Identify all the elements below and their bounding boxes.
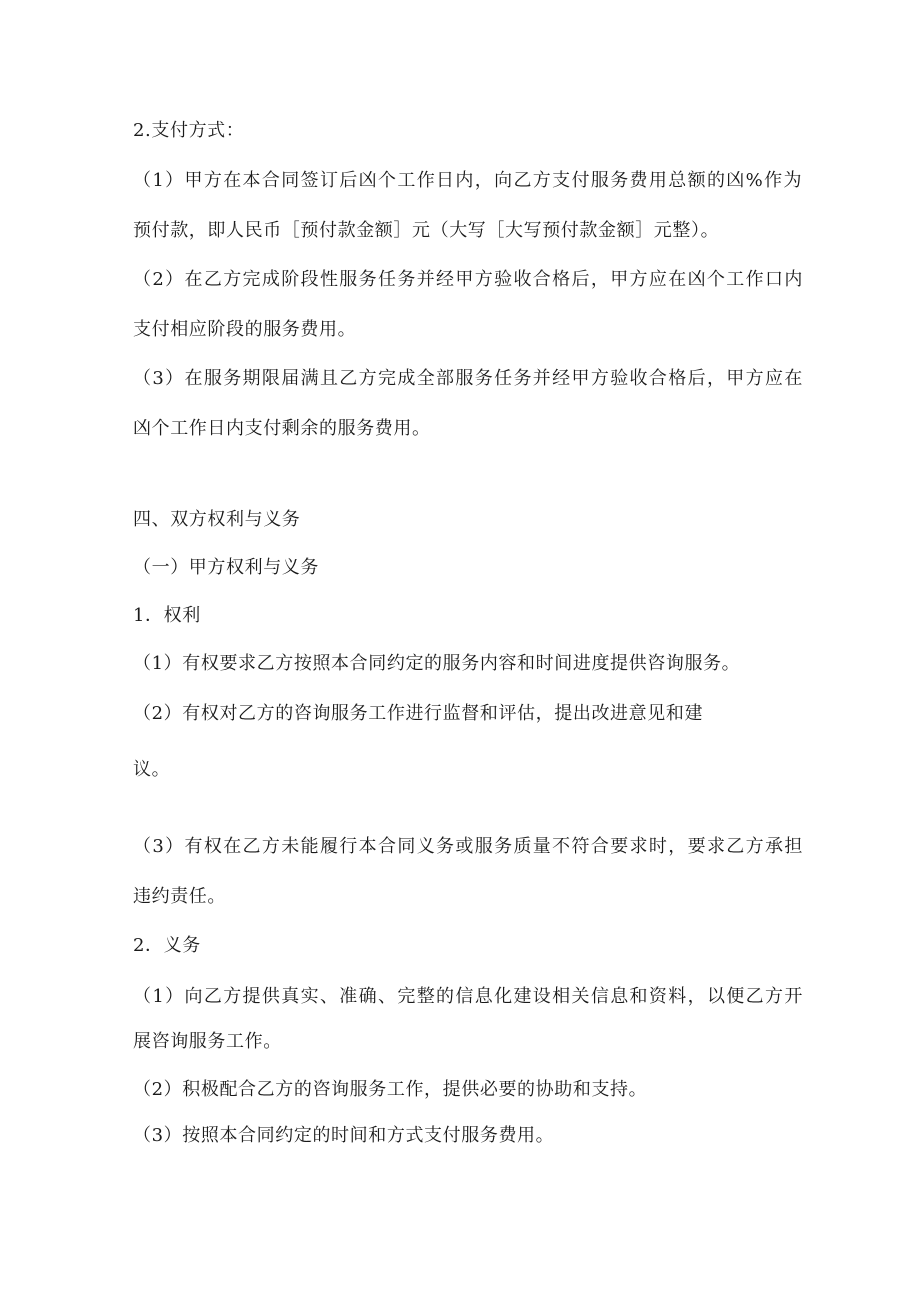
rights-clause-2-line-2: 议。: [133, 759, 171, 780]
rights-clause-1: （1）有权要求乙方按照本合同约定的服务内容和时间进度提供咨询服务。: [133, 653, 741, 674]
obligations-clause-3: （3）按照本合同约定的时间和方式支付服务费用。: [133, 1125, 555, 1146]
payment-clause-3-line-2: 凶个工作日内支付剩余的服务费用。: [133, 418, 431, 439]
rights-clause-2-line-1: （2）有权对乙方的咨询服务工作进行监督和评估，提出改进意见和建: [133, 703, 704, 724]
payment-clause-3-line-1: （3）在服务期限届满且乙方完成全部服务任务并经甲方验收合格后，甲方应在: [133, 368, 804, 389]
rights-clause-3-line-1: （3）有权在乙方未能履行本合同义务或服务质量不符合要求时，要求乙方承担: [133, 836, 804, 857]
payment-clause-2-line-2: 支付相应阶段的服务费用。: [133, 319, 357, 340]
obligations-clause-1-line-1: （1）向乙方提供真实、准确、完整的信息化建设相关信息和资料，以便乙方开: [133, 986, 804, 1007]
payment-clause-2-line-1: （2）在乙方完成阶段性服务任务并经甲方验收合格后，甲方应在凶个工作口内: [133, 269, 804, 290]
payment-clause-1-line-1: （1）甲方在本合同签订后凶个工作日内，向乙方支付服务费用总额的凶%作为: [133, 170, 803, 191]
payment-clause-1-line-2: 预付款，即人民币［预付款金额］元（大写［大写预付款金额］元整）。: [133, 220, 720, 241]
obligations-clause-1-line-2: 展咨询服务工作。: [133, 1031, 282, 1052]
party-a-heading: （一）甲方权利与义务: [133, 557, 319, 578]
section-four-heading: 四、双方权利与义务: [133, 509, 301, 530]
payment-method-heading: 2.支付方式：: [133, 120, 245, 141]
obligations-heading: 2．义务: [133, 935, 201, 956]
rights-clause-3-line-2: 违约责任。: [133, 886, 226, 907]
obligations-clause-2: （2）积极配合乙方的咨询服务工作，提供必要的协助和支持。: [133, 1079, 648, 1100]
rights-heading: 1．权利: [133, 605, 201, 626]
